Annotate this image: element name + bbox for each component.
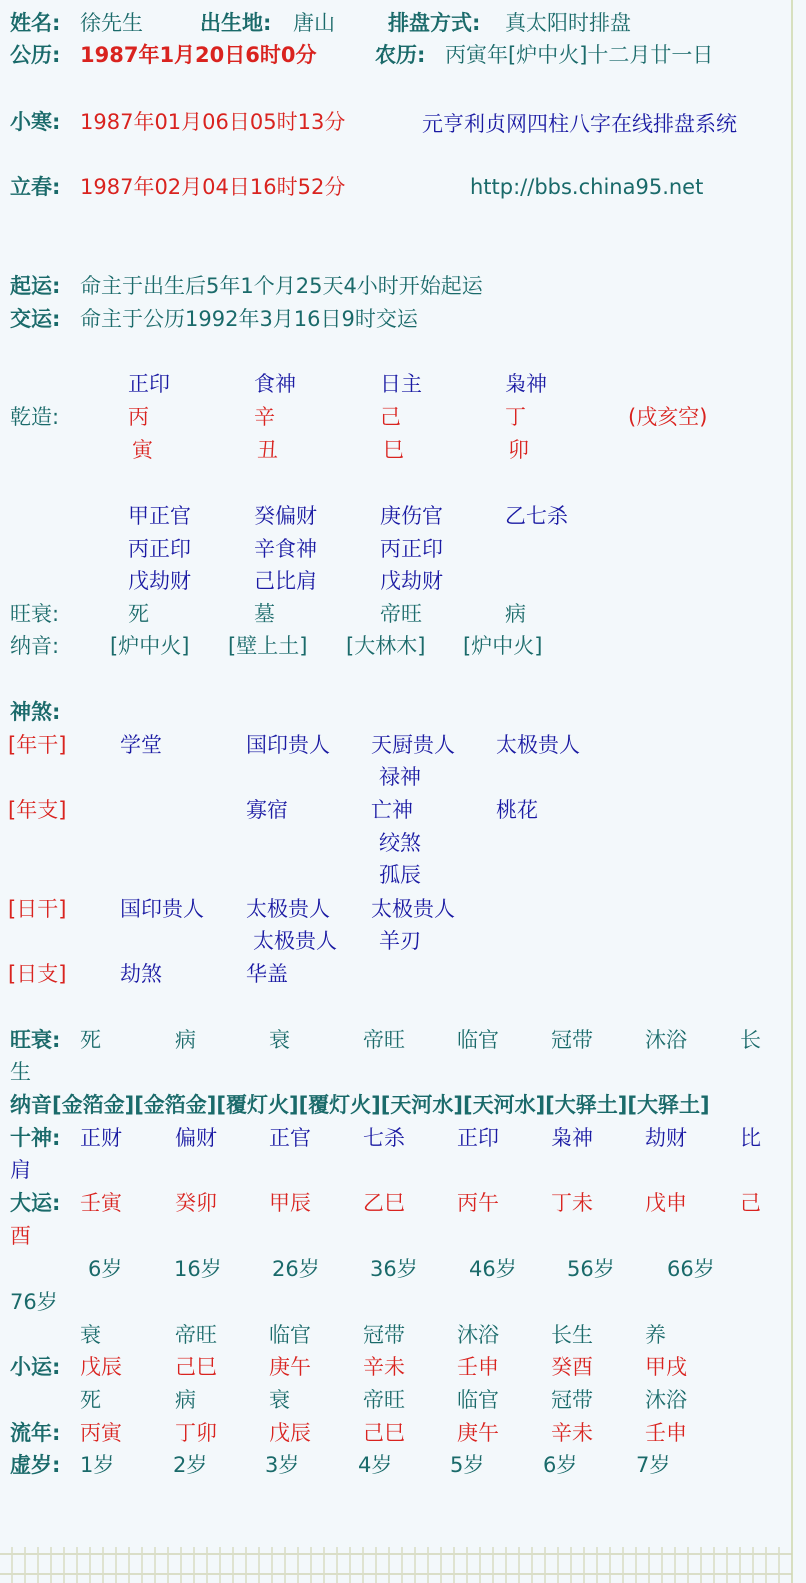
- shishen: 偏财: [175, 1126, 217, 1150]
- dayun-wangshuai: 病: [175, 1028, 196, 1052]
- earthly-branch: 寅: [132, 438, 153, 462]
- dayun-pillar: 乙巳: [363, 1191, 405, 1215]
- shishen: 正印: [457, 1126, 499, 1150]
- name-value: 徐先生: [80, 11, 143, 35]
- earthly-branch: 丑: [257, 438, 278, 462]
- heavenly-stem: 己: [380, 405, 401, 429]
- xiaoyun-wangshuai: 衰: [80, 1323, 101, 1347]
- xiaoyun-wangshuai: 养: [645, 1323, 666, 1347]
- xiaoyun-pillar: 甲戌: [645, 1355, 687, 1379]
- hidden-stem: 癸偏财: [254, 504, 317, 528]
- dayun-wangshuai: 衰: [269, 1028, 290, 1052]
- shensha-item: 绞煞: [379, 831, 421, 855]
- heavenly-stem: 丁: [505, 405, 526, 429]
- shishen: 枭神: [551, 1126, 593, 1150]
- shishen: 七杀: [363, 1126, 405, 1150]
- pillar-wangshuai: 死: [128, 602, 149, 626]
- method-value: 真太阳时排盘: [505, 11, 631, 35]
- xiaohan-label: 小寒:: [10, 110, 61, 134]
- dayun-wangshuai: 临官: [457, 1028, 499, 1052]
- dayun-age: 66岁: [667, 1257, 715, 1281]
- shensha-item: 孤辰: [379, 863, 421, 887]
- dayun-age: 36岁: [370, 1257, 418, 1281]
- dayun-wangshuai: 长: [740, 1028, 761, 1052]
- dayun-wangshuai-label: 旺衰:: [10, 1028, 61, 1052]
- xusui-age: 2岁: [173, 1453, 208, 1477]
- liunian-pillar: 戊辰: [269, 1421, 311, 1445]
- lunar-label: 农历:: [375, 43, 426, 67]
- qiyun-label: 起运:: [10, 274, 61, 298]
- hidden-stem: 丙正印: [128, 537, 191, 561]
- shishen-label: 十神:: [10, 1126, 61, 1150]
- liunian-pillar: 庚午: [457, 1421, 499, 1445]
- stem-ten-god: 正印: [128, 372, 170, 396]
- xiaoyun-wangshuai: 冠带: [363, 1323, 405, 1347]
- xiaoyun-pillar: 戊辰: [80, 1355, 122, 1379]
- shensha-item: 天厨贵人: [371, 733, 455, 757]
- dayun-pillar: 酉: [10, 1224, 31, 1248]
- xiaohan-date: 1987年01月06日05时13分: [80, 110, 346, 134]
- liunian-wangshuai: 临官: [457, 1388, 499, 1412]
- shensha-item: 亡神: [371, 798, 413, 822]
- xusui-age: 3岁: [265, 1453, 300, 1477]
- liunian-wangshuai: 病: [175, 1388, 196, 1412]
- dayun-wangshuai: 生: [10, 1060, 31, 1084]
- shensha-title: 神煞:: [10, 700, 61, 724]
- lichun-date: 1987年02月04日16时52分: [80, 175, 346, 199]
- shensha-item: 国印贵人: [246, 733, 330, 757]
- shishen: 正财: [80, 1126, 122, 1150]
- pillar-wangshuai: 病: [505, 602, 526, 626]
- shensha-item: 国印贵人: [120, 897, 204, 921]
- earthly-branch: 卯: [508, 438, 529, 462]
- xusui-age: 4岁: [358, 1453, 393, 1477]
- xiaoyun-pillar: 辛未: [363, 1355, 405, 1379]
- pillar-nayin: [大林木]: [346, 634, 426, 658]
- lichun-label: 立春:: [10, 175, 61, 199]
- liunian-pillar: 丙寅: [80, 1421, 122, 1445]
- jiaoyun-text: 命主于公历1992年3月16日9时交运: [80, 307, 418, 331]
- hidden-stem: 戊劫财: [380, 569, 443, 593]
- pillar-nayin: [壁上土]: [228, 634, 308, 658]
- pillar-nayin: [炉中火]: [110, 634, 190, 658]
- xiaoyun-wangshuai: 临官: [269, 1323, 311, 1347]
- shensha-item: 学堂: [120, 733, 162, 757]
- hidden-stem: 戊劫财: [128, 569, 191, 593]
- liunian-pillar: 丁卯: [175, 1421, 217, 1445]
- hidden-stem: 乙七杀: [505, 504, 568, 528]
- xiaoyun-pillar: 壬申: [457, 1355, 499, 1379]
- xiaoyun-wangshuai: 长生: [551, 1323, 593, 1347]
- dayun-age: 56岁: [567, 1257, 615, 1281]
- qiyun-text: 命主于出生后5年1个月25天4小时开始起运: [80, 274, 483, 298]
- shishen: 比: [740, 1126, 761, 1150]
- birthplace-value: 唐山: [293, 11, 335, 35]
- hidden-stem: 甲正官: [128, 504, 191, 528]
- solar-date: 1987年1月20日6时0分: [80, 43, 317, 67]
- xusui-label: 虚岁:: [10, 1453, 61, 1477]
- decorative-border: [0, 1547, 792, 1583]
- solar-label: 公历:: [10, 43, 61, 67]
- lunar-date: 丙寅年[炉中火]十二月廿一日: [445, 43, 714, 67]
- xusui-age: 5岁: [450, 1453, 485, 1477]
- dayun-pillar: 丁未: [551, 1191, 593, 1215]
- shensha-item: 太极贵人: [371, 897, 455, 921]
- dayun-pillar: 己: [740, 1191, 761, 1215]
- dayun-wangshuai: 冠带: [551, 1028, 593, 1052]
- pillar-wangshuai: 墓: [254, 602, 275, 626]
- hidden-stem: 庚伤官: [380, 504, 443, 528]
- qianzao-label: 乾造:: [10, 405, 60, 429]
- ri-gan-label: [日干]: [8, 897, 67, 921]
- name-label: 姓名:: [10, 11, 61, 35]
- pillar-nayin: [炉中火]: [463, 634, 543, 658]
- shensha-item: 寡宿: [246, 798, 288, 822]
- void-branches: (戌亥空): [628, 405, 708, 429]
- shensha-item: 太极贵人: [246, 897, 330, 921]
- liunian-pillar: 壬申: [645, 1421, 687, 1445]
- xiaoyun-label: 小运:: [10, 1355, 61, 1379]
- site-url-link[interactable]: http://bbs.china95.net: [470, 175, 704, 199]
- shishen: 劫财: [645, 1126, 687, 1150]
- earthly-branch: 巳: [383, 438, 404, 462]
- liunian-wangshuai: 衰: [269, 1388, 290, 1412]
- dayun-label: 大运:: [10, 1191, 61, 1215]
- shishen: 正官: [269, 1126, 311, 1150]
- xiaoyun-pillar: 癸酉: [551, 1355, 593, 1379]
- dayun-nayin-line: 纳音[金箔金][金箔金][覆灯火][覆灯火][天河水][天河水][大驿土][大驿土]: [10, 1093, 710, 1117]
- dayun-pillar: 癸卯: [175, 1191, 217, 1215]
- hidden-stem: 己比肩: [254, 569, 317, 593]
- shensha-item: 劫煞: [120, 962, 162, 986]
- liunian-wangshuai: 死: [80, 1388, 101, 1412]
- pillar-wangshuai-label: 旺衰:: [10, 602, 60, 626]
- xusui-age: 7岁: [636, 1453, 671, 1477]
- xusui-age: 6岁: [543, 1453, 578, 1477]
- shensha-item: 禄神: [379, 765, 421, 789]
- liunian-wangshuai: 沐浴: [645, 1388, 687, 1412]
- shensha-item: 太极贵人: [496, 733, 580, 757]
- dayun-pillar: 丙午: [457, 1191, 499, 1215]
- dayun-age: 46岁: [469, 1257, 517, 1281]
- xiaoyun-wangshuai: 沐浴: [457, 1323, 499, 1347]
- heavenly-stem: 丙: [128, 405, 149, 429]
- jiaoyun-label: 交运:: [10, 307, 61, 331]
- ri-zhi-label: [日支]: [8, 962, 67, 986]
- shensha-item: 太极贵人: [253, 929, 337, 953]
- dayun-pillar: 甲辰: [269, 1191, 311, 1215]
- birthplace-label: 出生地:: [200, 11, 272, 35]
- dayun-pillar: 壬寅: [80, 1191, 122, 1215]
- shensha-item: 羊刃: [379, 929, 421, 953]
- pillar-wangshuai: 帝旺: [380, 602, 422, 626]
- dayun-age: 6岁: [88, 1257, 123, 1281]
- liunian-pillar: 己巳: [363, 1421, 405, 1445]
- dayun-wangshuai: 帝旺: [363, 1028, 405, 1052]
- dayun-wangshuai: 沐浴: [645, 1028, 687, 1052]
- liunian-wangshuai: 冠带: [551, 1388, 593, 1412]
- right-border: [791, 0, 793, 1583]
- dayun-wangshuai: 死: [80, 1028, 101, 1052]
- xusui-age: 1岁: [80, 1453, 115, 1477]
- shensha-item: 华盖: [246, 962, 288, 986]
- hidden-stem: 丙正印: [380, 537, 443, 561]
- liunian-wangshuai: 帝旺: [363, 1388, 405, 1412]
- dayun-pillar: 戊申: [645, 1191, 687, 1215]
- hidden-stem: 辛食神: [254, 537, 317, 561]
- stem-ten-god: 枭神: [505, 372, 547, 396]
- heavenly-stem: 辛: [254, 405, 275, 429]
- site-name: 元亨利贞网四柱八字在线排盘系统: [422, 112, 737, 136]
- xiaoyun-pillar: 己巳: [175, 1355, 217, 1379]
- dayun-age: 76岁: [10, 1290, 58, 1314]
- shensha-item: 桃花: [496, 798, 538, 822]
- xiaoyun-pillar: 庚午: [269, 1355, 311, 1379]
- liunian-pillar: 辛未: [551, 1421, 593, 1445]
- stem-ten-god: 日主: [380, 372, 422, 396]
- pillar-nayin-label: 纳音:: [10, 634, 60, 658]
- dayun-age: 16岁: [174, 1257, 222, 1281]
- liunian-label: 流年:: [10, 1421, 61, 1445]
- xiaoyun-wangshuai: 帝旺: [175, 1323, 217, 1347]
- stem-ten-god: 食神: [254, 372, 296, 396]
- dayun-age: 26岁: [272, 1257, 320, 1281]
- nian-gan-label: [年干]: [8, 733, 67, 757]
- shishen: 肩: [10, 1158, 31, 1182]
- nian-zhi-label: [年支]: [8, 798, 67, 822]
- method-label: 排盘方式:: [388, 11, 481, 35]
